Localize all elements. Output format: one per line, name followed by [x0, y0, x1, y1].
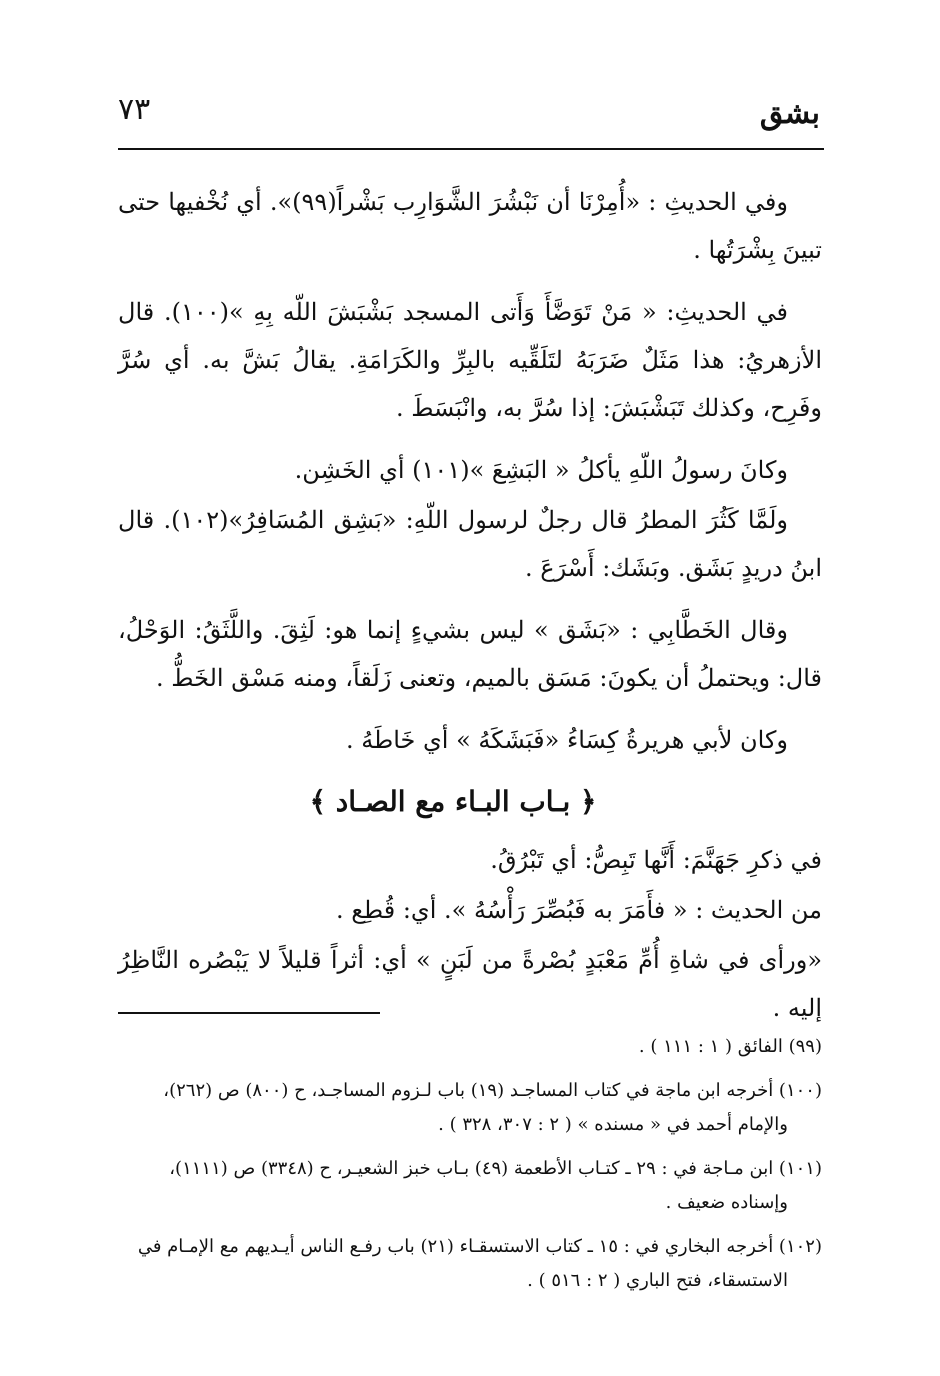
paragraph-busra: «ورأى في شاةِ أُمِّ مَعْبَدٍ بُصْرةً من لَبَنٍ » أي: أثراً قليلاً لا يَبْصُره النَّاظِرُ إليه .: [118, 946, 822, 1022]
footnote-continuation: الاستسقاء، فتح الباري ( ٢ : ٥١٦ ) .: [527, 1270, 788, 1291]
footnote-101: [118, 1152, 822, 1220]
paragraph-khattabi: وقال الخَطَّابِي : «بَشَق » ليس بشيءٍ إنما هو: لَثِقَ. واللَّثَقُ: الوَحْلُ، قال: ويحتملُ أن يكونَ: مَسَق بالميم، وتعنى زَلَقاً، ومنه مَسْق الخَطُّ .: [118, 616, 822, 692]
paragraph-bashbasha: في الحديثِ: « مَنْ تَوَضَّأَ وَأَتى المسجد بَشْبَشَ اللّه بِهِ »(١٠٠). قال الأزهريُ: هذا مَثَلٌ ضَرَبَهُ لتَلَقِّيه بالبِرِّ والكَرَامَةِ. يقالُ بَشَّ به. أي سُرَّ وفَرِح، وكذلك تَبَشْبَشَ: إذا سُرَّ به، وانْبَسَطَ .: [118, 298, 822, 422]
footnote-text: (١٠١) ابن مـاجة في : ٢٩ ـ كتـاب الأطعمة (٤٩) بـاب خبز الشعيـر، ح (٣٣٤٨) ص (١١١١)،: [169, 1158, 822, 1179]
paragraph-bashiqa: ولَمَّا كَثُرَ المطرُ قال رجلٌ لرسول اللّهِ: «بَشِق المُسَافِرُ»(١٠٢). قال ابنُ دريدٍ بَشَق. وبَشَك: أَسْرَعَ .: [118, 506, 822, 582]
running-head: بشق: [759, 96, 820, 131]
page-number: ٧٣: [118, 92, 151, 127]
section-heading: ﴿ بـاب البـاء مع الصـاد ﴾: [309, 785, 597, 818]
footnote-separator: [118, 1012, 380, 1014]
footnote-100: [118, 1074, 822, 1142]
paragraph-tabissu: في ذكرِ جَهَنَّمَ: أَنَّها تَبِصُّ: أي تَبْرُقُ.: [490, 846, 822, 874]
footnote-continuation: والإمام أحمد في « مسنده » ( ٢ : ٣٠٧، ٣٢٨ ) .: [438, 1114, 788, 1135]
footnote-text: (١٠٠) أخرجه ابن ماجة في كتاب المساجـد (١٩) باب لـزوم المساجـد، ح (٨٠٠) ص (٢٦٢)،: [163, 1080, 822, 1101]
main-text: [118, 178, 822, 1046]
paragraph-abu-hurayra: وكان لأبي هريرةُ كِسَاءُ «فَبَشَكَهُ » أي خَاطَهُ .: [346, 726, 788, 754]
footnote-99: [118, 1030, 822, 1064]
footnote-continuation: وإسناده ضعيف .: [665, 1192, 788, 1213]
paragraph-bashi: وكانَ رسولُ اللّهِ يأكلُ « البَشِعَ »(١٠١) أي الخَشِن.: [294, 456, 788, 484]
footnotes: [118, 1030, 822, 1308]
header-rule: [118, 148, 824, 150]
footnote-text: (٩٩) الفائق ( ١ : ١١١ ) .: [638, 1036, 822, 1057]
footnote-102: [118, 1230, 822, 1298]
footnote-text: (١٠٢) أخرجه البخاري في : ١٥ ـ كتاب الاستسقـاء (٢١) باب رفـع الناس أيـديهم مع الإمـام في: [137, 1236, 822, 1257]
paragraph-bashr: وفي الحديثِ : «أُمِرْنَا أن نَبْشُرَ الشَّوَارِب بَشْراً(٩٩)». أي نُخْفيها حتى تبينَ بِشْرَتُها .: [118, 188, 822, 264]
paragraph-bussira: من الحديث : « فأَمَرَ به فَبُصِّرَ رَأْسُهُ ». أي: قُطِع .: [336, 896, 822, 924]
